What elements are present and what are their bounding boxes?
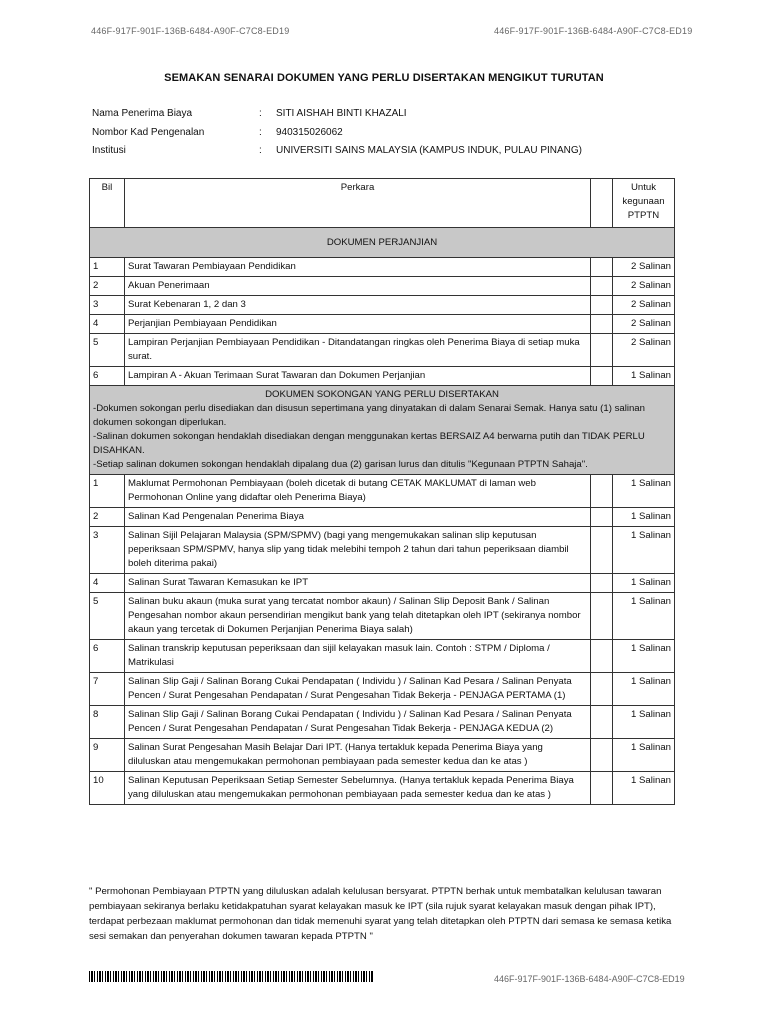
table-row (90, 739, 675, 772)
cell-perkara: Surat Tawaran Pembiayaan Pendidikan (125, 258, 591, 277)
table-row (90, 296, 675, 315)
cell-use: 1 Salinan (613, 673, 675, 706)
table-row (90, 574, 675, 593)
table-row (90, 315, 675, 334)
cell-perkara: Salinan Sijil Pelajaran Malaysia (SPM/SPMV) (bagi yang mengemukakan salinan slip keputusan peperiksaan SPM/SPMV, hanya slip yang tidak melebihi tempoh 2 tahun dari tahun peperiksaan diambil boleh diterima pakai) (125, 527, 591, 574)
cell-use: 2 Salinan (613, 277, 675, 296)
cell-spacer (591, 527, 613, 574)
cell-use: 1 Salinan (613, 640, 675, 673)
cell-bil: 5 (90, 334, 125, 367)
info-value: SITI AISHAH BINTI KHAZALI (276, 108, 407, 119)
info-colon: : (259, 145, 262, 156)
cell-bil: 4 (90, 574, 125, 593)
cell-use: 2 Salinan (613, 334, 675, 367)
cell-perkara: Salinan Kad Pengenalan Penerima Biaya (125, 508, 591, 527)
header-perkara: Perkara (125, 179, 591, 228)
table-row (90, 640, 675, 673)
header-use: Untuk kegunaan PTPTN (613, 179, 675, 228)
cell-bil: 2 (90, 508, 125, 527)
cell-perkara: Perjanjian Pembiayaan Pendidikan (125, 315, 591, 334)
info-value: UNIVERSITI SAINS MALAYSIA (KAMPUS INDUK, PULAU PINANG) (276, 145, 582, 156)
note-line: -Setiap salinan dokumen sokongan hendaklah dipalang dua (2) garisan lurus dan ditulis "Kegunaan PTPTN Sahaja". (93, 459, 588, 470)
cell-bil: 8 (90, 706, 125, 739)
cell-use: 1 Salinan (613, 772, 675, 805)
cell-perkara: Salinan transkrip keputusan peperiksaan dan sijil kelayakan masuk lain. Contoh : STPM / Diploma / Matrikulasi (125, 640, 591, 673)
table-row (90, 593, 675, 640)
cell-perkara: Lampiran A - Akuan Terimaan Surat Tawaran dan Dokumen Perjanjian (125, 367, 591, 386)
cell-use: 1 Salinan (613, 367, 675, 386)
page-title: SEMAKAN SENARAI DOKUMEN YANG PERLU DISERTAKAN MENGIKUT TURUTAN (164, 72, 604, 84)
cell-spacer (591, 296, 613, 315)
cell-use: 1 Salinan (613, 706, 675, 739)
cell-spacer (591, 739, 613, 772)
cell-spacer (591, 593, 613, 640)
cell-bil: 6 (90, 367, 125, 386)
cell-use: 2 Salinan (613, 258, 675, 277)
cell-bil: 1 (90, 258, 125, 277)
cell-use: 1 Salinan (613, 527, 675, 574)
cell-bil: 3 (90, 527, 125, 574)
cell-use: 1 Salinan (613, 574, 675, 593)
cell-bil: 10 (90, 772, 125, 805)
cell-bil: 7 (90, 673, 125, 706)
cell-bil: 5 (90, 593, 125, 640)
cell-perkara: Salinan Slip Gaji / Salinan Borang Cukai Pendapatan ( Individu ) / Salinan Kad Pesara / Salinan Penyata Pencen / Surat Pengesahan Pendapatan / Surat Pengesahan Tidak Bekerja - PENJAGA PERTAMA (1) (125, 673, 591, 706)
table-row (90, 475, 675, 508)
checklist-table (89, 178, 675, 805)
cell-bil: 2 (90, 277, 125, 296)
cell-use: 2 Salinan (613, 315, 675, 334)
cell-perkara: Salinan buku akaun (muka surat yang tercatat nombor akaun) / Salinan Slip Deposit Bank / Salinan Pengesahan nombor akaun persendirian mengikut bank yang telah ditetapkan oleh IPT (sekiranya nombor akaun yang tercetak di Dokumen Perjanjian Penerima Biaya salah) (125, 593, 591, 640)
cell-perkara: Salinan Surat Pengesahan Masih Belajar Dari IPT. (Hanya tertakluk kepada Penerima Biaya yang diluluskan atau mengemukakan permohonan pembiayaan pada semester kedua dan ke atas ) (125, 739, 591, 772)
cell-use: 1 Salinan (613, 739, 675, 772)
note-line: -Dokumen sokongan perlu disediakan dan disusun sepertimana yang dinyatakan di dalam Senarai Semak. Hanya satu (1) salinan dokumen sokongan diperlukan. (93, 403, 645, 428)
cell-spacer (591, 673, 613, 706)
header-spacer (591, 179, 613, 228)
cell-perkara: Maklumat Permohonan Pembiayaan (boleh dicetak di butang CETAK MAKLUMAT di laman web Permohonan Online yang didaftar oleh Penerima Biaya) (125, 475, 591, 508)
info-label: Nama Penerima Biaya (92, 108, 193, 119)
cell-spacer (591, 475, 613, 508)
document-id-top-left: 446F-917F-901F-136B-6484-A90F-C7C8-ED19 (91, 26, 290, 36)
table-row (90, 367, 675, 386)
cell-bil: 3 (90, 296, 125, 315)
cell-spacer (591, 772, 613, 805)
footnote: " Permohonan Pembiayaan PTPTN yang diluluskan adalah kelulusan bersyarat. PTPTN berhak untuk membatalkan kelulusan tawaran pembiayaan sekiranya berlaku ketidakpatuhan syarat kelayakan masuk ke IPT (sila rujuk syarat kelayakan masuk dengan pihak IPT), terdapat perbezaan maklumat permohonan dan tidak memenuhi syarat yang telah ditetapkan oleh PTPTN dari semasa ke semasa ketika sesi semakan dan penyerahan dokumen tawaran kepada PTPTN " (89, 886, 672, 942)
cell-spacer (591, 367, 613, 386)
cell-perkara: Lampiran Perjanjian Pembiayaan Pendidikan - Ditandatangan ringkas oleh Penerima Biaya di setiap muka surat. (125, 334, 591, 367)
cell-spacer (591, 706, 613, 739)
cell-bil: 6 (90, 640, 125, 673)
table-row (90, 706, 675, 739)
section-row (90, 228, 675, 258)
table-row (90, 673, 675, 706)
table-row (90, 772, 675, 805)
cell-spacer (591, 574, 613, 593)
table-row (90, 508, 675, 527)
section-title: DOKUMEN SOKONGAN YANG PERLU DISERTAKAN (265, 389, 499, 400)
table-row (90, 277, 675, 296)
supporting-docs-notes (90, 386, 675, 475)
note-line: -Salinan dokumen sokongan hendaklah disediakan dengan menggunakan kertas BERSAIZ A4 berwarna putih dan TIDAK PERLU DISAHKAN. (93, 431, 645, 456)
section-row (90, 386, 675, 475)
info-label: Institusi (92, 145, 126, 156)
barcode (89, 971, 374, 982)
cell-perkara: Salinan Keputusan Peperiksaan Setiap Semester Sebelumnya. (Hanya tertakluk kepada Penerima Biaya yang diluluskan atau mengemukakan permohonan pembiayaan pada semester kedua dan ke atas ) (125, 772, 591, 805)
cell-spacer (591, 334, 613, 367)
cell-use: 1 Salinan (613, 475, 675, 508)
document-id-bottom: 446F-917F-901F-136B-6484-A90F-C7C8-ED19 (494, 974, 685, 984)
cell-use: 1 Salinan (613, 593, 675, 640)
table-header-row (90, 179, 675, 228)
info-colon: : (259, 127, 262, 138)
cell-use: 1 Salinan (613, 508, 675, 527)
cell-spacer (591, 640, 613, 673)
table-row (90, 258, 675, 277)
info-value: 940315026062 (276, 127, 343, 138)
header-bil: Bil (90, 179, 125, 228)
cell-bil: 4 (90, 315, 125, 334)
cell-spacer (591, 508, 613, 527)
section-title: DOKUMEN PERJANJIAN (90, 228, 675, 258)
cell-perkara: Surat Kebenaran 1, 2 dan 3 (125, 296, 591, 315)
table-row (90, 334, 675, 367)
cell-use: 2 Salinan (613, 296, 675, 315)
cell-bil: 1 (90, 475, 125, 508)
cell-perkara: Salinan Surat Tawaran Kemasukan ke IPT (125, 574, 591, 593)
table-row (90, 527, 675, 574)
info-label: Nombor Kad Pengenalan (92, 127, 205, 138)
cell-spacer (591, 277, 613, 296)
cell-spacer (591, 258, 613, 277)
info-colon: : (259, 108, 262, 119)
cell-spacer (591, 315, 613, 334)
cell-perkara: Salinan Slip Gaji / Salinan Borang Cukai Pendapatan ( Individu ) / Salinan Kad Pesara / Salinan Penyata Pencen / Surat Pengesahan Pendapatan / Surat Pengesahan Tidak Bekerja - PENJAGA KEDUA (2) (125, 706, 591, 739)
cell-bil: 9 (90, 739, 125, 772)
document-id-top-right: 446F-917F-901F-136B-6484-A90F-C7C8-ED19 (494, 26, 693, 36)
cell-perkara: Akuan Penerimaan (125, 277, 591, 296)
